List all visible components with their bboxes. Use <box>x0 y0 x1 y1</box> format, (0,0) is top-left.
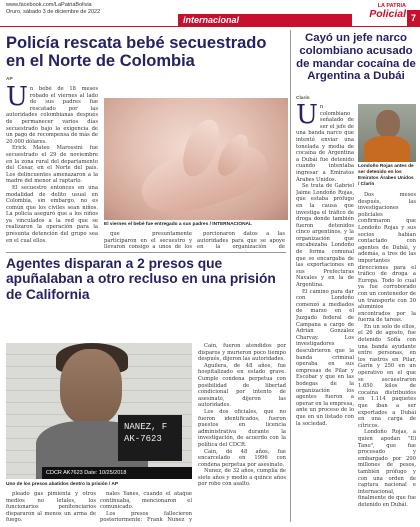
article1-col4 <box>197 231 285 251</box>
article3-caption: Londoño Rojas antes de ser detenido en los Emiratos Árabes Unidos / Clarín <box>358 164 414 187</box>
brand <box>356 3 406 20</box>
article2-headline: Agentes disparan a 2 presos que apuñalaban a otro recluso en una prisión de California <box>6 256 276 302</box>
article3-dropcap: U <box>296 104 318 130</box>
mugshot-strip: CDCR AK7623 Date: 10/25/2018 <box>42 467 192 479</box>
article1-col4-p1: porcionaron datos a las autoridades para que se apoye en la organización de <box>197 231 285 251</box>
article2-col3-p1: nales Yanes, cuando el ataque continuaba, mencionaron el comunicado. <box>100 491 192 511</box>
site-info <box>6 2 100 16</box>
mugshot-placard: NANEZ, F AK-7623 <box>118 415 182 461</box>
article1-byline: AP <box>6 77 13 82</box>
article3-p3: El camino para dar con Londoño comenzó a mediados de marzo en el Juzgado federal de Campana a cargo de Adrián González Charvay. Los investigadores descubrieron que la banda criminal operaba en sus empresas de Pilar y Escobar y que en las bodegas de la organización los agentes fueron a operar en la empresa, ante un proceso de lo que en un listado con la sociedad. <box>296 288 354 427</box>
article1-col1 <box>6 86 98 250</box>
article3-col2-p2: En un solo de ellos, el 26 de agosto, fue detenido Sofía con una banda ayudante entre personas, en los rastros en Pilar, Garín y 250 en un operativo en el que se secuestraron 1.650 kilos de cocaína distribuidos en 1.114 paquetes que iban a ser exportados a Dubái en una carga de cítricos. <box>358 323 416 429</box>
article1-p2: Erick Mateo Marossini fue secuestrado el 29 de noviembre en la zona rural del departamento del Cesar, en el Norte del país. Los delincuentes amenazaron a la madre del menor al raptarlo. <box>6 145 98 185</box>
date-line: Oruro, sábado 3 de diciembre de 2022 <box>6 9 101 15</box>
article1-col3-p1: que presuntamente participaron en el secuestro y llevaron consigo a unos de los <box>104 231 192 251</box>
page-header <box>0 0 420 26</box>
article2-col3-p2: Los presos fallecieron posteriormente: Frank Nunez y <box>100 510 192 523</box>
baby-photo <box>104 98 288 220</box>
section-label: internacional <box>183 15 240 25</box>
article3-col1 <box>296 104 354 522</box>
article2-col4-p5: Nunez, de 32 años, cumplía de siete años y medio a quince años por robo con asalto. <box>198 468 286 488</box>
article1-caption: El viernes el bebé fue entregado a sus padres / INTERNACIONAL <box>104 222 252 227</box>
page-number: 7 <box>407 10 420 26</box>
londono-photo <box>358 104 416 162</box>
article3-col2-p3: Londoño Rojas, a quien apodan "El Tano", que fue procesado y embargado por 200 millones de pesos, también prófugo y con una orden de captura nacional e internacional, finalmente de que fue detenido en Dubái. <box>358 429 416 508</box>
article1-col3 <box>104 231 192 251</box>
article3-col2 <box>358 192 416 522</box>
article3-headline: Cayó un jefe narco colombiano acusado de mandar cocaína de Argentina a Dubái <box>296 32 416 83</box>
header-divider <box>0 26 420 27</box>
mugshot-photo <box>6 343 192 479</box>
article1-dropcap: U <box>6 86 28 112</box>
article1-p1: Un bebé de 18 meses robado el viernes al lado de sus padres fue rescatado por las autoridades colombianas después de permanecer varios días secuestrado bajo la exigencia de un pago de recompensa de más de 20.000 dólares. <box>6 86 98 145</box>
article1-headline: Policía rescata bebé secuestrado en el Norte de Colombia <box>6 34 267 71</box>
article2-col4 <box>198 343 286 523</box>
site-url: www.facebook.com/LaPatriaBolivia <box>6 2 92 8</box>
brand-top: LA PATRIA <box>377 3 406 9</box>
article2-caption: Uno de los presos abatidos dentro la prisión / AP <box>6 482 119 487</box>
article2-col3 <box>100 491 192 523</box>
article2-col2 <box>6 491 96 523</box>
article2-col4-p4: Cain, de 48 años, fue encarcelado en 1996 con condena perpetua por asesinato. <box>198 448 286 468</box>
article2-col4-p2: Aguilera, de 48 años, fue hospitalizado en estado grave. Cumple condena perpetua con posibilidad de libertad condicional por intento de asesinato, dijeron las autoridades. <box>198 362 286 409</box>
article2-col4-p1: Cain, fueron atendidos por disparos y murieron poco tiempo después, dijeron las autoridades. <box>198 343 286 363</box>
article1-p3: El secuestro entonces en una modalidad de delito usual en Colombia, sin embargo, no es común que los civiles sean niños. La policía aseguró que a los niños ya vinculados a la red que se realizaron la operación para la presunta detención del grupo sea en el cual ellos. <box>6 184 98 244</box>
article3-p2: Se trata de Gabriel Jaime Londoño Rojas, que estaba prófugo en la causa que investiga el tráfico de droga donde también fueron detenidos cinco argentinos, y la organización que encabezaba Londoño de forma comunal que se encargaba de las exportaciones en sus Prefecturas Navales y en la de Argentina. <box>296 183 354 289</box>
brand-name: Policial <box>369 8 406 20</box>
column-divider <box>290 30 291 522</box>
article-divider <box>6 252 286 253</box>
article3-col2-p1: Dos meses después, las investigaciones policiales confirmaron que Londoño Rojas y sus socios habían contactado con agentes de Dubái, y además, a tres de las importantes direcciones para el tráfico de droga a Europa. Todo lo cual ya fue corroborado con un contenedor de un transporte con 30 aluminios encontrados por la fuerza de tareas. <box>358 192 416 324</box>
article3-p1: Un colombiano señalado de ser el jefe de una banda narco que intentó enviar una tonelada y media de cocaína de Argentina a Dubái fue detenido cuando intentaba ingresar a Emiratos Árabes Unidos. <box>296 104 354 183</box>
article2-col4-p3: Los dos oficiales, que no fueron identificados, fueron puestos en licencia administrativa durante la investigación, de acuerdo con la política del CDCR. <box>198 408 286 448</box>
article2-col2-p1: pleado gas pimienta y otros medios no letales, los funcionarios penitenciarios dispararon al menos un arma de fuego. <box>6 491 96 523</box>
article3-byline: Clarín <box>296 96 310 101</box>
